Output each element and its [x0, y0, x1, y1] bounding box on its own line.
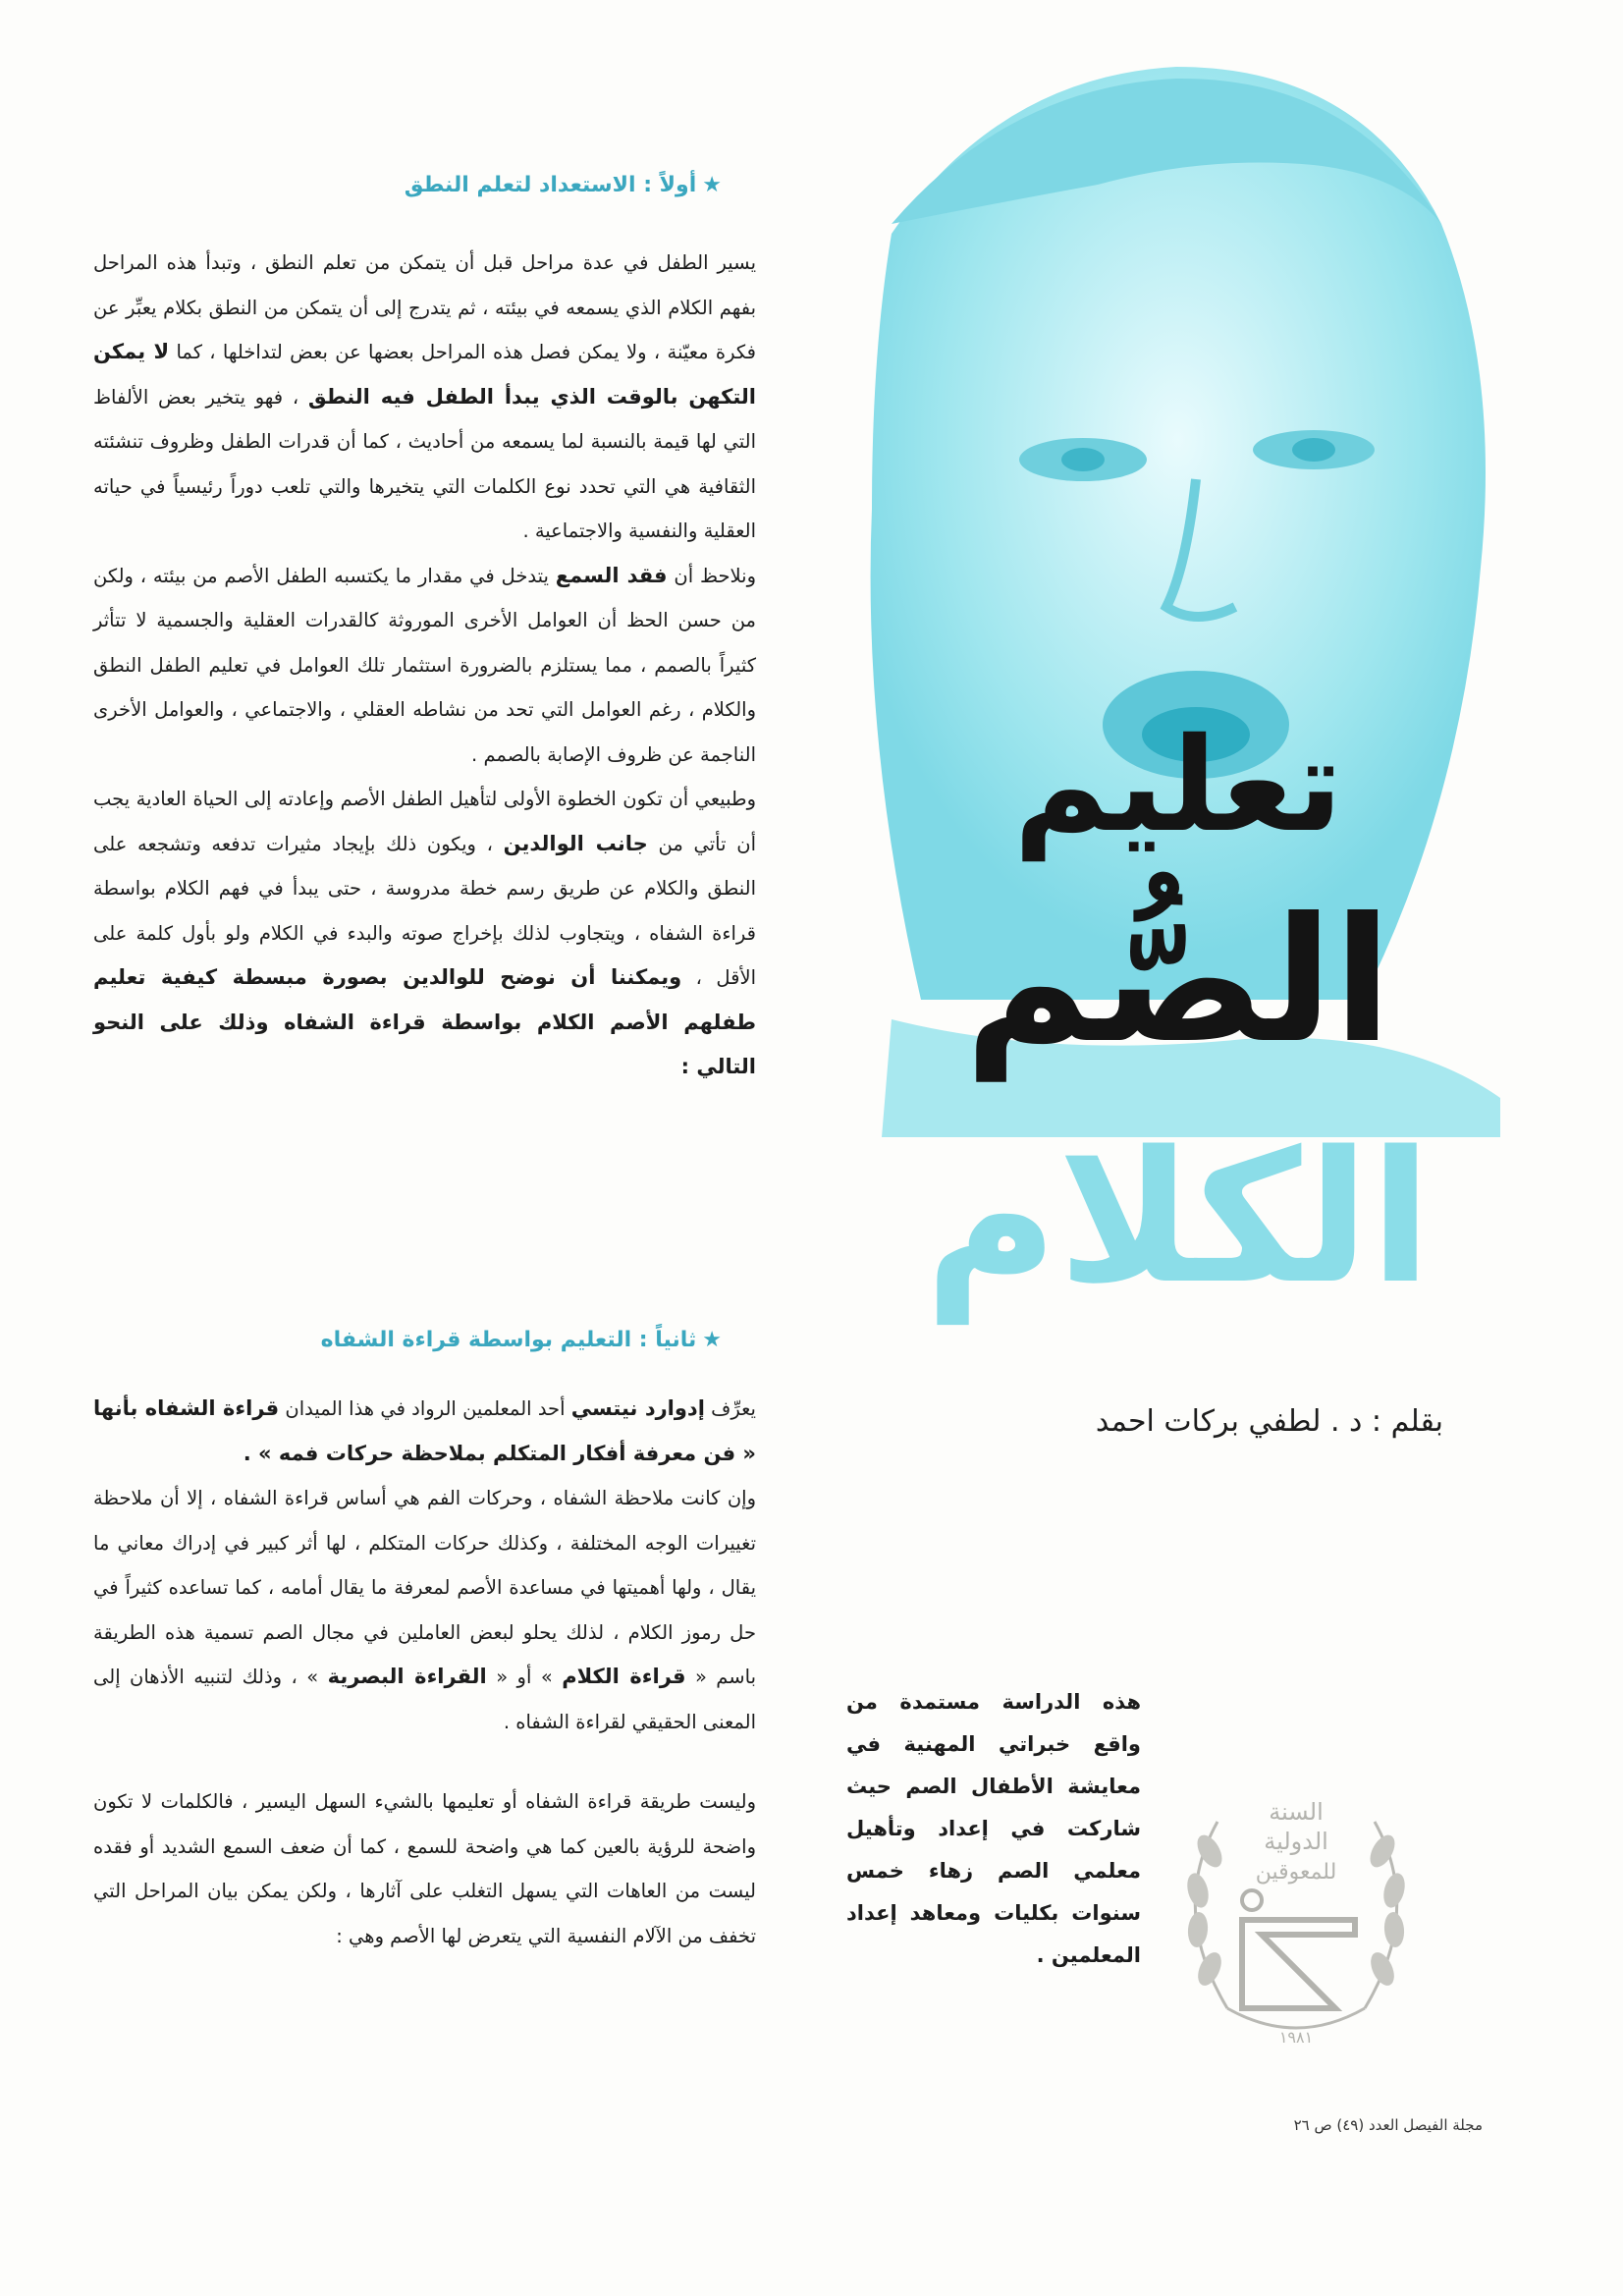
author-byline: بقلم : د . لطفي بركات احمد — [1095, 1404, 1443, 1439]
paragraph: ونلاحظ أن فقد السمع يتدخل في مقدار ما يكتسبه الطفل الأصم من بيئته ، ولكن من حسن الحظ أن العوامل الأخرى الموروثة كالقدرات العقلية والجسمية لا تتأثر كثيراً بالصمم ، مما يستلزم بالضرورة استثمار تلك العوامل في تعليم الطفل النطق والكلام ، رغم العوامل التي تحد من نشاطه العقلي ، والاجتماعي ، والعوامل الأخرى الناجمة عن ظروف الإصابة بالصمم . — [93, 563, 756, 766]
bold-phrase: إدوارد نيتسي — [570, 1396, 705, 1420]
emblem-text-1: السنة — [1269, 1798, 1324, 1826]
section-1-heading: ★أولاً : الاستعداد لتعلم النطق — [404, 173, 722, 197]
paragraph: يعرِّف إدوارد نيتسي أحد المعلمين الرواد في هذا الميدان قراءة الشفاه بأنها « فن معرفة أفكار المتكلم بملاحظة حركات فمه » . — [93, 1396, 756, 1465]
paragraph: يسير الطفل في عدة مراحل قبل أن يتمكن من تعلم النطق ، وتبدأ هذه المراحل بفهم الكلام الذي يسمعه في بيئته ، ثم يتدرج إلى أن يتمكن من النطق بكلام يعبِّر عن فكرة معيّنة ، ولا يمكن فصل هذه المراحل بعضها عن بعض لتداخلها ، كما لا يمكن التكهن بالوقت الذي يبدأ الطفل فيه النطق ، فهو يتخير بعض الألفاظ التي لها قيمة بالنسبة لما يسمعه من أحاديث ، كما أن قدرات الطفل وظروف تنشئته الثقافية هي التي تحدد نوع الكلمات التي يتخيرها والتي تلعب دوراً رئيسياً في حياته العقلية والنفسية والاجتماعية . — [93, 251, 756, 542]
emblem-year: ١٩٨١ — [1278, 2028, 1314, 2047]
paragraph: وإن كانت ملاحظة الشفاه ، وحركات الفم هي أساس قراءة الشفاه ، إلا أن ملاحظة تغييرات الوجه المختلفة ، وكذلك حركات المتكلم ، لها أثر كبير في إدراك معاني ما يقال ، ولها أهميتها في مساعدة الأصم لمعرفة ما يقال أمامه ، كما تساعده كثيراً في حل رموز الكلام ، لذلك يحلو لبعض العاملين في مجال الصم تسمية هذه الطريقة باسم « قراءة الكلام » أو « القراءة البصرية » ، وذلك لتنبيه الأذهان إلى المعنى الحقيقي لقراءة الشفاه . — [93, 1487, 756, 1733]
paragraph: وطبيعي أن تكون الخطوة الأولى لتأهيل الطفل الأصم وإعادته إلى الحياة العادية يجب أن تأتي من جانب الوالدين ، ويكون ذلك بإيجاد مثيرات تدفعه وتشجعه على النطق والكلام عن طريق رسم خطة مدروسة ، حتى يبدأ في فهم الكلام بواسطة قراءة الشفاه ، ويتجاوب لذلك بإخراج صوته والبدء في الكلام ولو بأول كلمة على الأقل ، ويمكننا أن نوضح للوالدين بصورة مبسطة كيفية تعليم طفلهم الأصم الكلام بواسطة قراءة الشفاه وذلك على النحو التالي : — [93, 788, 756, 1078]
emblem-text-2: الدولية — [1264, 1828, 1328, 1855]
section-2-body — [93, 1387, 756, 1958]
paragraph: وليست طريقة قراءة الشفاه أو تعليمها بالشيء السهل اليسير ، فالكلمات لا تكون واضحة للرؤية بالعين كما هي واضحة للسمع ، كما أن ضعف السمع الشديد أو فقده ليست من العاهات التي يسهل التغلب على آثارها ، ولكن يمكن بيان المراحل التي تخفف من الآلام النفسية التي يتعرض لها الأصم وهي : — [93, 1790, 756, 1947]
star-icon: ★ — [702, 173, 722, 197]
title-line-1: تعليم — [1013, 710, 1343, 861]
section-1-body — [93, 241, 756, 1090]
star-icon: ★ — [702, 1328, 722, 1352]
section-2-heading: ★ثانياً : التعليم بواسطة قراءة الشفاه — [320, 1328, 722, 1352]
bold-phrase: قراءة الكلام — [562, 1665, 686, 1688]
title-line-3: الكلام — [924, 1112, 1433, 1324]
iydp-emblem — [1159, 1763, 1434, 2057]
bold-phrase: القراءة البصرية — [327, 1665, 487, 1688]
title-line-2: الصُّم — [964, 882, 1392, 1081]
intro-blurb: هذه الدراسة مستمدة من واقع خبراتي المهنية في معايشة الأطفال الصم حيث شاركت في إعداد وتأهيل معلمي الصم زهاء خمس سنوات بكليات ومعاهد إعداد المعلمين . — [846, 1690, 1141, 1967]
bold-phrase: جانب الوالدين — [503, 831, 648, 855]
bold-phrase: ويمكننا أن نوضح للوالدين بصورة مبسطة كيفية تعليم طفلهم الأصم الكلام بواسطة قراءة الشفاه وذلك على النحو التالي : — [93, 965, 756, 1078]
bold-phrase: قراءة الشفاه بأنها « فن معرفة أفكار المتكلم بملاحظة حركات فمه » . — [93, 1396, 756, 1465]
page-footer: مجلة الفيصل العدد (٤٩) ص ٢٦ — [1293, 2116, 1483, 2134]
emblem-text-3: للمعوقين — [1255, 1860, 1337, 1885]
bold-phrase: فقد السمع — [555, 563, 668, 587]
bold-phrase: لا يمكن التكهن بالوقت الذي يبدأ الطفل فيه النطق — [93, 340, 756, 409]
